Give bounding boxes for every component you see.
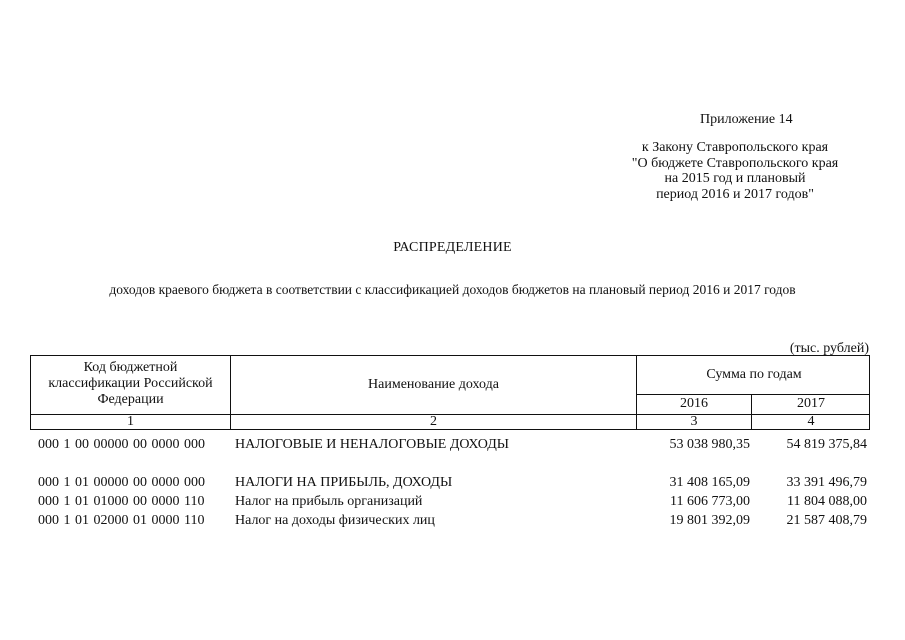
row-name: Налог на прибыль организаций (235, 494, 423, 509)
row-value-2017: 21 587 408,79 (786, 513, 867, 528)
row-value-2017: 33 391 496,79 (786, 475, 867, 490)
law-line: "О бюджете Ставропольского края (631, 155, 839, 171)
col-number-4: 4 (807, 414, 815, 429)
document-subtitle: доходов краевого бюджета в соответствии с классификацией доходов бюджетов на плановый период 2016 и 2017 годов (109, 282, 796, 297)
row-value-2017: 11 804 088,00 (787, 494, 867, 509)
col-number-3: 3 (690, 414, 698, 429)
row-divider (636, 394, 869, 395)
table-row (0, 437, 905, 455)
law-line: на 2015 год и плановый (664, 171, 806, 186)
col-number-2: 2 (430, 414, 437, 429)
row-code: 000 1 01 01000 00 0000 110 (38, 494, 205, 509)
law-reference (620, 140, 850, 202)
row-code: 000 1 00 00000 00 0000 000 (38, 437, 205, 452)
header-code-line: Код бюджетной (83, 360, 178, 375)
document-title: РАСПРЕДЕЛЕНИЕ (393, 240, 512, 255)
row-code: 000 1 01 00000 00 0000 000 (38, 475, 205, 490)
table-row (0, 513, 905, 531)
header-year-2016: 2016 (680, 396, 708, 411)
header-sum: Сумма по годам (706, 367, 802, 382)
table-row (0, 494, 905, 512)
law-line: к Закону Ставропольского края (641, 140, 829, 155)
row-name: НАЛОГОВЫЕ И НЕНАЛОГОВЫЕ ДОХОДЫ (235, 437, 509, 452)
row-value-2016: 53 038 980,35 (669, 437, 750, 452)
law-line: период 2016 и 2017 годов" (656, 186, 814, 202)
units-label: (тыс. рублей) (789, 341, 869, 356)
header-year-2017: 2017 (797, 396, 825, 411)
header-name: Наименование дохода (368, 377, 499, 392)
row-value-2016: 11 606 773,00 (670, 494, 750, 509)
row-value-2016: 19 801 392,09 (669, 513, 750, 528)
appendix-number: Приложение 14 (700, 112, 793, 127)
row-name: Налог на доходы физических лиц (235, 513, 435, 528)
table-header (30, 355, 870, 430)
header-code-line: Федерации (97, 392, 164, 407)
header-code (31, 360, 230, 408)
row-value-2016: 31 408 165,09 (669, 475, 750, 490)
col-number-1: 1 (127, 414, 134, 429)
row-code: 000 1 01 02000 01 0000 110 (38, 513, 205, 528)
header-code-line: классификации Российской (48, 376, 213, 391)
row-name: НАЛОГИ НА ПРИБЫЛЬ, ДОХОДЫ (235, 475, 453, 490)
row-value-2017: 54 819 375,84 (786, 437, 867, 452)
table-row (0, 475, 905, 493)
